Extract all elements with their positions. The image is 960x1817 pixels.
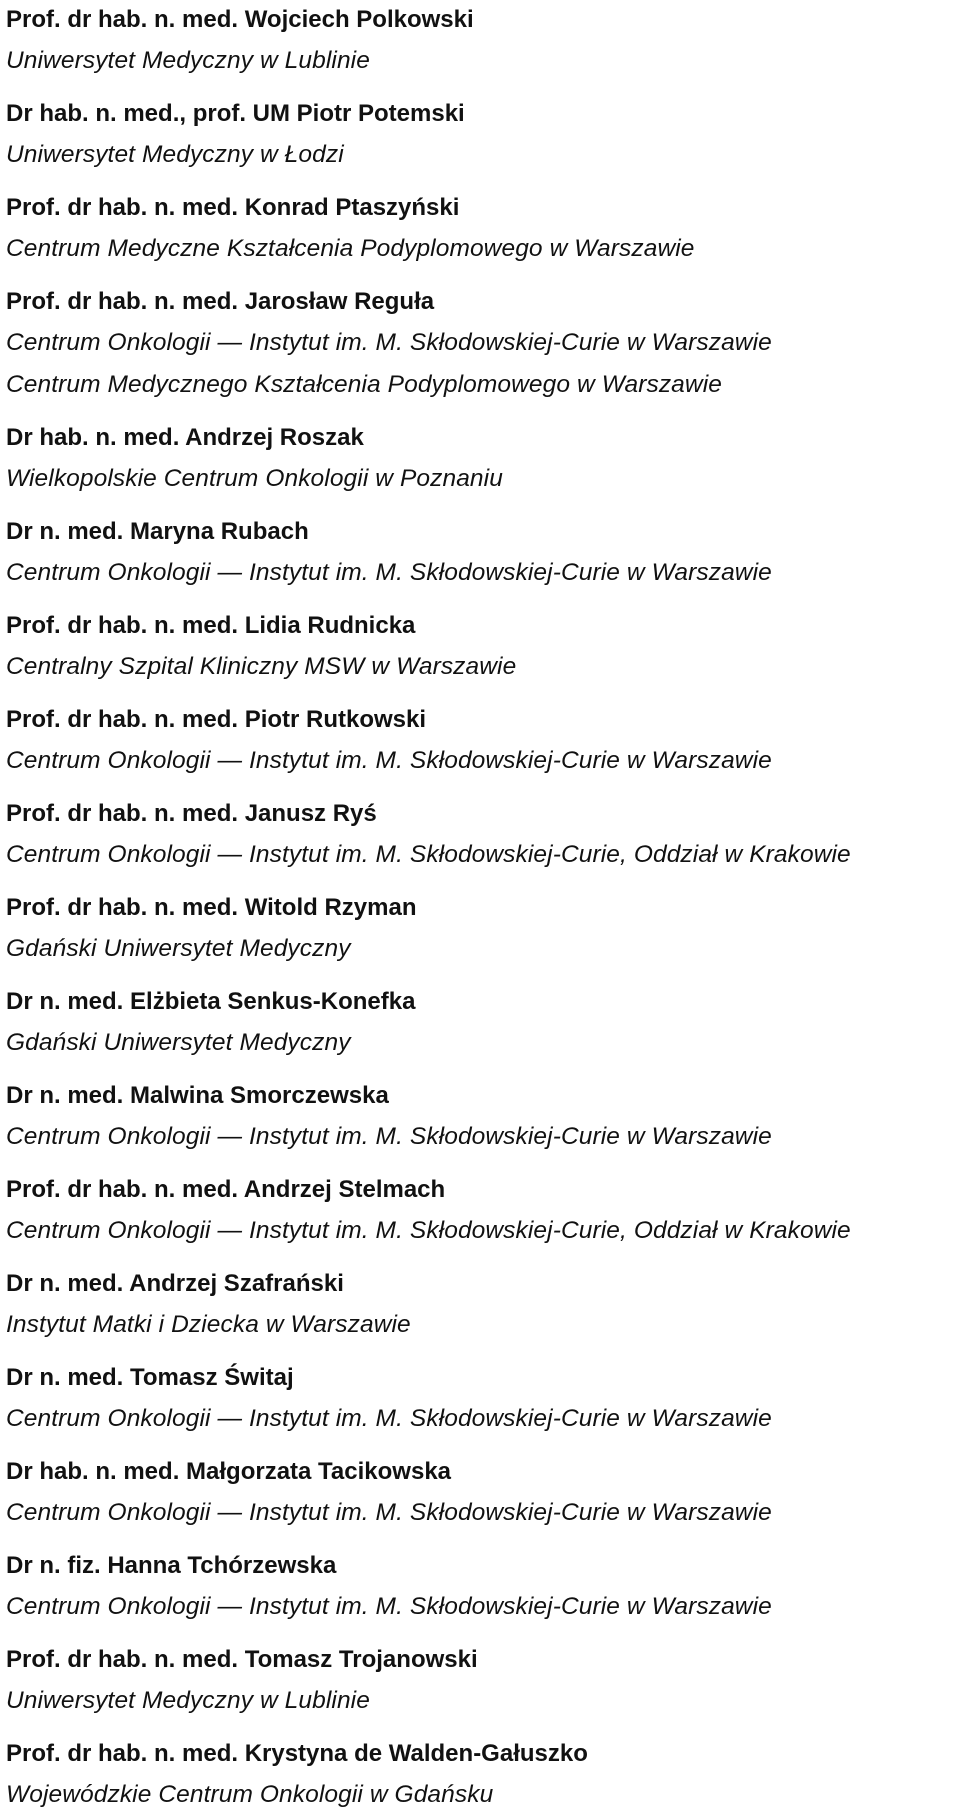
author-list [6, 0, 956, 1816]
author-affiliation: Instytut Matki i Dziecka w Warszawie [6, 1311, 411, 1338]
author-affiliation: Centrum Medycznego Kształcenia Podyplomowego w Warszawie [6, 371, 722, 398]
author-affiliation: Centrum Onkologii — Instytut im. M. Skłodowskiej-Curie w Warszawie [6, 1593, 772, 1620]
author-entry [6, 1076, 956, 1158]
author-entry [6, 1734, 956, 1816]
author-affiliation: Centralny Szpital Kliniczny MSW w Warszawie [6, 653, 517, 680]
author-entry [6, 1640, 956, 1722]
author-name: Prof. dr hab. n. med. Konrad Ptaszyński [6, 194, 460, 221]
author-name: Dr n. fiz. Hanna Tchórzewska [6, 1552, 337, 1579]
author-name: Dr hab. n. med. Małgorzata Tacikowska [6, 1458, 452, 1485]
author-affiliation: Centrum Onkologii — Instytut im. M. Skłodowskiej-Curie w Warszawie [6, 1499, 772, 1526]
author-entry [6, 1358, 956, 1440]
author-affiliation: Uniwersytet Medyczny w Lublinie [6, 1687, 370, 1714]
author-affiliation: Uniwersytet Medyczny w Łodzi [6, 141, 344, 168]
author-name: Dr n. med. Malwina Smorczewska [6, 1082, 389, 1109]
author-affiliation: Uniwersytet Medyczny w Lublinie [6, 47, 370, 74]
author-affiliation: Centrum Onkologii — Instytut im. M. Skłodowskiej-Curie w Warszawie [6, 1123, 772, 1150]
author-affiliation: Centrum Onkologii — Instytut im. M. Skłodowskiej-Curie, Oddział w Krakowie [6, 1217, 851, 1244]
author-entry [6, 282, 956, 406]
author-entry [6, 700, 956, 782]
author-entry [6, 512, 956, 594]
author-entry [6, 0, 956, 82]
author-affiliation: Wojewódzkie Centrum Onkologii w Gdańsku [6, 1781, 494, 1808]
author-name: Prof. dr hab. n. med. Andrzej Stelmach [6, 1176, 446, 1203]
author-name: Dr n. med. Tomasz Świtaj [6, 1364, 294, 1391]
author-name: Prof. dr hab. n. med. Tomasz Trojanowski [6, 1646, 478, 1673]
author-name: Prof. dr hab. n. med. Wojciech Polkowski [6, 6, 474, 33]
author-name: Dr n. med. Andrzej Szafrański [6, 1270, 344, 1297]
author-affiliation: Centrum Onkologii — Instytut im. M. Skłodowskiej-Curie w Warszawie [6, 747, 772, 774]
author-entry [6, 794, 956, 876]
author-entry [6, 1170, 956, 1252]
author-affiliation: Wielkopolskie Centrum Onkologii w Poznaniu [6, 465, 503, 492]
author-name: Prof. dr hab. n. med. Witold Rzyman [6, 894, 417, 921]
author-entry [6, 418, 956, 500]
author-affiliation: Centrum Onkologii — Instytut im. M. Skłodowskiej-Curie w Warszawie [6, 559, 772, 586]
author-affiliation: Gdański Uniwersytet Medyczny [6, 1029, 351, 1056]
author-affiliation: Centrum Onkologii — Instytut im. M. Skłodowskiej-Curie w Warszawie [6, 329, 772, 356]
author-affiliation: Centrum Onkologii — Instytut im. M. Skłodowskiej-Curie w Warszawie [6, 1405, 772, 1432]
author-name: Prof. dr hab. n. med. Krystyna de Walden-Gałuszko [6, 1740, 588, 1767]
author-name: Dr n. med. Maryna Rubach [6, 518, 309, 545]
author-name: Dr n. med. Elżbieta Senkus-Konefka [6, 988, 416, 1015]
author-name: Prof. dr hab. n. med. Lidia Rudnicka [6, 612, 416, 639]
author-affiliation: Gdański Uniwersytet Medyczny [6, 935, 351, 962]
author-entry [6, 188, 956, 270]
author-entry [6, 1546, 956, 1628]
author-affiliation: Centrum Onkologii — Instytut im. M. Skłodowskiej-Curie, Oddział w Krakowie [6, 841, 851, 868]
author-affiliation: Centrum Medyczne Kształcenia Podyplomowego w Warszawie [6, 235, 695, 262]
author-name: Prof. dr hab. n. med. Janusz Ryś [6, 800, 377, 827]
author-entry [6, 982, 956, 1064]
author-name: Prof. dr hab. n. med. Piotr Rutkowski [6, 706, 427, 733]
author-entry [6, 1452, 956, 1534]
author-entry [6, 888, 956, 970]
author-entry [6, 606, 956, 688]
author-entry [6, 94, 956, 176]
author-name: Dr hab. n. med. Andrzej Roszak [6, 424, 364, 451]
author-entry [6, 1264, 956, 1346]
author-name: Prof. dr hab. n. med. Jarosław Reguła [6, 288, 435, 315]
author-name: Dr hab. n. med., prof. UM Piotr Potemski [6, 100, 465, 127]
